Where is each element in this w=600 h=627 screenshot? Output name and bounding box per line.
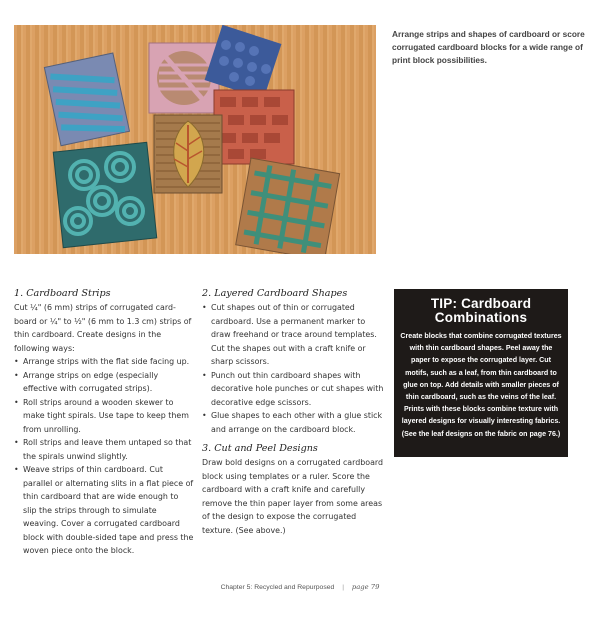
section-paragraph: Draw bold designs on a corrugated cardboard block using templates or a ruler. Score the cardboard with a craft knife and carefully remove the thin paper layer from some areas of the design to expose the corrugated texture. (See above.) xyxy=(202,458,384,535)
chapter-label: Chapter 5: Recycled and Repurposed xyxy=(220,584,335,591)
section-heading: 1. Cardboard Strips xyxy=(14,288,111,299)
page-footer xyxy=(0,583,600,591)
list-item: • Roll strips and leave them untaped so that the spirals unwind slightly. xyxy=(14,436,194,463)
list-item: • Arrange strips with the flat side facing up. xyxy=(14,355,194,369)
brick-block xyxy=(214,90,294,164)
page-number: page 79 xyxy=(351,583,380,591)
list-item: • Weave strips of thin cardboard. Cut parallel or alternating slits in a flat piece of thin cardboard that are wide enough to slip the strips through to simulate weaving. Cover a corrugated cardboard block with double-sided tape and press the woven piece onto the block. xyxy=(14,463,194,558)
footer-separator: | xyxy=(342,584,344,591)
list-item: • Roll strips around a wooden skewer to make tight spirals. Use tape to keep them from unrolling. xyxy=(14,396,194,437)
leaf-block xyxy=(154,115,222,193)
column-layered-shapes xyxy=(202,287,384,537)
list-item: • Arrange strips on edge (especially effective with corrugated strips). xyxy=(14,369,194,396)
list-item: • Punch out thin cardboard shapes with decorative hole punches or cut shapes with decorative edge scissors. xyxy=(202,369,384,410)
list-item: • Cut shapes out of thin or corrugated cardboard. Use a permanent marker to draw freehand or trace around templates. Cut the shapes out with a craft knife or sharp scissors. xyxy=(202,301,384,369)
tip-body: Create blocks that combine corrugated textures with thin cardboard shapes. Peel away the paper to expose the corrugated layer. Cut motifs, such as a leaf, from thin cardboard to glue on top. Add details with smaller pieces of thin cardboard, such as the veins of the leaf. Prints with these blocks combine texture with layered designs for visually interesting fabrics. (See the leaf designs on the fabric on page 76.) xyxy=(400,332,562,438)
cardboard-blocks-photo xyxy=(14,25,376,254)
photo-illustration xyxy=(14,25,376,254)
list-item: • Glue shapes to each other with a glue stick and arrange on the cardboard block. xyxy=(202,409,384,436)
tip-box xyxy=(394,289,568,457)
section-intro: Cut ¼" (6 mm) strips of corrugated card-board or ¼" to ½" (6 mm to 1.3 cm) strips of thin cardboard. Create designs in the following ways: xyxy=(14,303,192,353)
photo-caption: Arrange strips and shapes of cardboard or score corrugated cardboard blocks for a wide range of print block possibilities. xyxy=(392,29,585,65)
lattice-block xyxy=(236,158,340,254)
tip-title-line: Combinations xyxy=(434,310,528,325)
tip-title-line: TIP: Cardboard xyxy=(430,296,532,311)
tip-title xyxy=(394,297,568,325)
section-heading: 3. Cut and Peel Designs xyxy=(202,443,318,454)
section-heading: 2. Layered Cardboard Shapes xyxy=(202,288,348,299)
column-cardboard-strips xyxy=(14,287,194,558)
bullet-list xyxy=(14,355,194,558)
spiral-block xyxy=(53,142,157,247)
bullet-list xyxy=(202,301,384,436)
strip-block xyxy=(44,53,129,146)
